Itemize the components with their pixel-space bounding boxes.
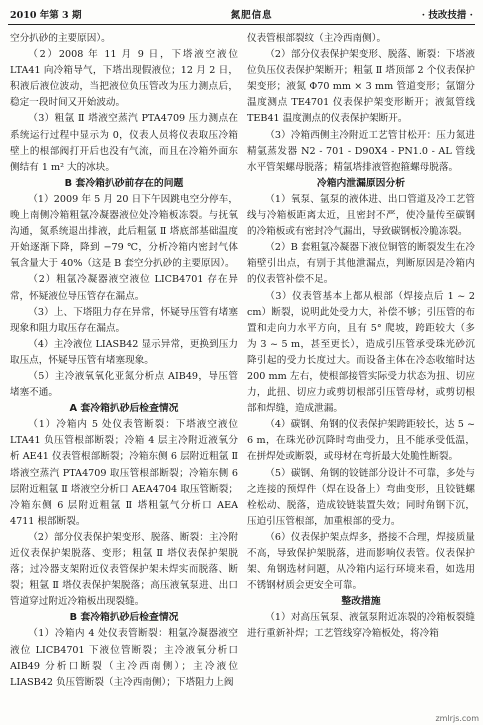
paragraph: （2）粗氩冷凝器液空液位 LICB4701 存在异常，怀疑液位导压管存在漏点。 — [10, 274, 238, 302]
paragraph: （1）冷箱内 5 处仪表管断裂：下塔液空液位 LTA41 负压管根部断裂；冷箱 4 层主冷附近液氧分析 AE41 仪表管根部断裂；冷箱东侧 6 层附近粗氩 Ⅱ 塔液空蒸汽 PTA4709 取压管根部断裂；冷箱东侧 6 层附近粗氩 Ⅱ 塔液空分析口 AEA4704 取压管断裂；冷箱东侧 6 层附近粗氩 Ⅱ 塔粗氩气分析口 AEA 4711 根部断裂。 — [10, 419, 238, 527]
paragraph: （4）碳钢、角钢的仪表保护架跨距较长，达 5 ~ 6 m，在珠光砂沉降时弯曲受力，且不能承受低温，在拼焊处或断裂，或母材在弯折最大处脆性断裂。 — [247, 419, 475, 463]
paragraph: （2）部分仪表保护架变形、脱落、断裂：主冷附近仪表保护架脱落、变形；粗氩 Ⅱ 塔仪表保护架脱落；过冷器支架附近仪表管保护架未焊实而脱落、断裂；粗氩 Ⅱ 塔仪表保护架脱落；高压液氧泵进、出口管道穿过附近冷箱板出现裂缝。 — [10, 531, 238, 608]
paragraph: （2）B 套粗氩冷凝器下液位铜管的断裂发生在冷箱壁引出点，有别于其他泄漏点，判断原因是冷箱内的仪表管补偿不足。 — [247, 242, 475, 286]
paragraph: （3）粗氩 Ⅱ 塔液空蒸汽 PTA4709 压力测点在系统运行过程中显示为 0，仪表人员将仪表取压冷箱壁上的根部阀打开后也没有气流，而且在冷箱外面东侧结有 1 m² 大的冰块。 — [10, 113, 238, 173]
page-header — [10, 4, 473, 24]
right-column — [247, 31, 475, 715]
paragraph: （3）上、下塔阻力存在异常，怀疑导压管有堵塞现象和阻力取压存在漏点。 — [10, 306, 238, 334]
paragraph: 仪表管根部裂纹（主冷西南侧）。 — [247, 33, 387, 44]
paragraph: （1）对高压氧泵、液氩泵附近冻裂的冷箱板裂缝进行重新补焊；工艺管线穿冷箱板处，将冷箱 — [247, 612, 475, 640]
journal-title: 氮肥信息 — [230, 10, 273, 21]
paragraph: （2）2008 年 11 月 9 日，下塔液空液位 LTA41 向冷箱导气，下塔出现假液位；12 月 2 日，积液后液位波动，当把液位负压管改为压力测点后，稳定一段时间又开始波动。 — [10, 49, 238, 109]
paragraph: （6）仪表保护架点焊多，搭接不合理，焊接质量不高，导致保护架脱落，进而影响仪表管。仪表保护架、角钢选材问题，从冷箱内运行环境来看，如选用不锈钢材质会更安全可靠。 — [247, 531, 475, 592]
paragraph: （1）冷箱内 4 处仪表管断裂：粗氩冷凝器液空液位 LICB4701 下液位管断裂；主冷液氧分析口 AIB49 分析口断裂（主冷西南侧）；主冷液位 LIASB42 负压管断裂（主冷西南侧）；下塔阻力上阀 — [10, 628, 238, 688]
issue-label: 2010 年第 3 期 — [10, 10, 82, 21]
paragraph: （2）部分仪表保护架变形、脱落、断裂：下塔液位负压仪表保护架断开；粗氩 Ⅱ 塔顶部 2 个仪表保护架变形；液氮 Φ70 mm × 3 mm 管道变形；氩馏分温度测点 TE4701 仪表保护架变形断开；液氮管线 TEB41 温度测点的仪表保护架断开。 — [247, 49, 475, 125]
paragraph: （4）主冷液位 LIASB42 显示异常，更换到压力取压点，怀疑导压管有堵塞现象。 — [10, 338, 238, 366]
left-column — [10, 31, 238, 715]
section-heading: B 套冷箱扒砂前存在的问题 — [64, 177, 184, 189]
paragraph: 空分扒砂的主要原因）。 — [10, 33, 111, 44]
paragraph: （3）仪表管基本上都从根部（焊接点后 1 ~ 2 cm）断裂，说明此处受力大，补偿不够；引压管的布置和走向力水平方向，且有 5° 爬坡，跨距较大（多为 3 ~ 5 m，甚至更长），造成引压管承受珠光砂沉降引起的受力长度过大。而设备主体在冷态收缩时达 200 mm 左右，使根部接管实际受力状态为扭、切应力，此扭、切应力或剪切根部引压管母材，或剪切根部和焊缝，造成泄漏。 — [247, 290, 475, 415]
paragraph: （1）氧泵、氩泵的液体进、出口管道及冷工艺管线与冷箱板距离太近，且密封不严，使冷量传至碳钢的冷箱板或有密封冷气漏出，导致碳钢板冷脆冻裂。 — [247, 193, 475, 238]
section-heading: B 套冷箱扒砂后检查情况 — [69, 612, 179, 624]
paragraph: （3）冷箱西侧主冷附近工艺管甘松开：压力氮进精氩蒸发器 N2 - 701 - D90X4 - PN1.0 - AL 管线水平管架螺母脱落；精氩塔排液管抱箍螺母脱落。 — [247, 129, 475, 173]
section-heading: 整改措施 — [341, 596, 381, 608]
section-heading: 冷箱内泄漏原因分析 — [316, 177, 406, 189]
watermark: zmlrjs.com — [435, 714, 479, 723]
section-heading: A 套冷箱扒砂后检查情况 — [69, 403, 179, 415]
header-rule — [8, 24, 475, 25]
paragraph: （5）主冷液氧氧化亚氮分析点 AIB49，导压管堵塞不通。 — [10, 370, 238, 399]
paragraph: （1）2009 年 5 月 20 日下午因跳电空分停车，晚上南侧冷箱粗氩冷凝器液位处冷箱板冻裂。与抚氧沟通，氮系统退出排液，此后粗氩 Ⅱ 塔底部基础温度开始逐渐下降，降到 −79 ℃，分析冷箱内密封气体氧含量大于 40%（这是 B 套空分扒砂的主要原因）。 — [10, 193, 238, 270]
section-label: · 技改技措 · — [421, 10, 473, 21]
paragraph: （5）碳钢、角钢的铰链部分设计不可靠，多处与之连接的预焊件（焊在设备上）弯曲变形，且铰链螺栓松动、脱落，造成铰链装置失效；同时角钢下沉，压迫引压管根部，加重根部的受力。 — [247, 467, 475, 527]
